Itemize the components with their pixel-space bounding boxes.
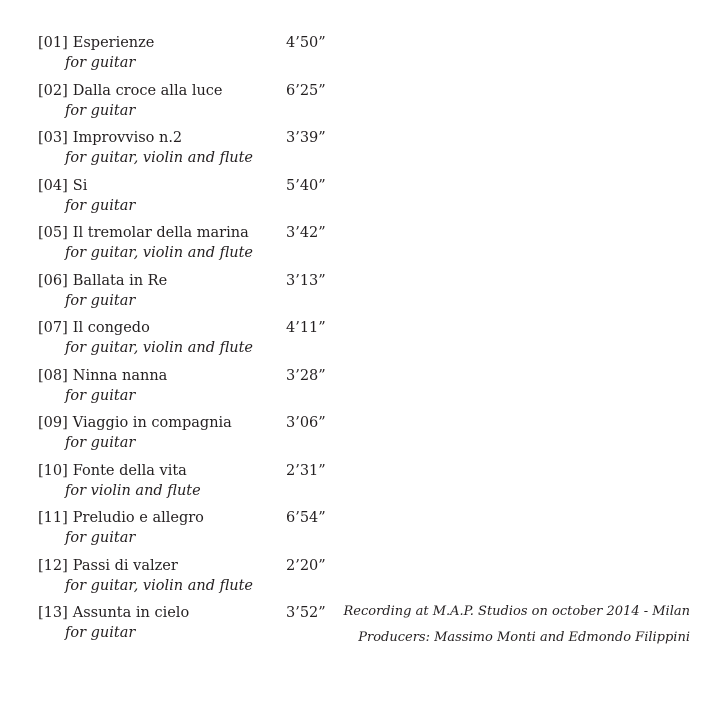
track-number: [04]	[38, 177, 68, 194]
track-duration: 6’54”	[286, 510, 326, 526]
track-duration: 2’20”	[286, 557, 326, 574]
track-item	[38, 508, 338, 556]
track-title: Dalla croce alla luce	[72, 82, 223, 99]
track-title: Si	[72, 177, 88, 194]
track-duration: 4’50”	[286, 35, 326, 51]
track-title: Passi di valzer	[72, 557, 178, 574]
track-instrumentation: for violin and flute	[65, 482, 201, 499]
track-duration: 3’13”	[286, 272, 326, 289]
track-instrumentation: for guitar	[65, 102, 136, 119]
producers-credit: Producers: Massimo Monti and Edmondo Filippini	[358, 630, 690, 645]
track-title: Improvviso n.2	[72, 130, 183, 146]
track-number: [07]	[38, 320, 68, 336]
track-instrumentation: for guitar	[65, 55, 136, 71]
track-number: [02]	[38, 82, 68, 99]
track-instrumentation: for guitar	[65, 197, 136, 214]
credits	[343, 599, 690, 651]
recording-credit: Recording at M.A.P. Studios on october 2014 - Milan	[343, 604, 690, 619]
track-title: Ninna nanna	[72, 367, 168, 384]
track-instrumentation: for guitar	[65, 292, 136, 309]
track-number: [11]	[38, 510, 68, 526]
track-instrumentation: for guitar, violin and flute	[65, 150, 253, 166]
track-instrumentation: for guitar	[65, 530, 136, 546]
track-item	[38, 271, 338, 319]
track-instrumentation: for guitar, violin and flute	[65, 245, 253, 261]
track-title: Il tremolar della marina	[72, 225, 249, 241]
track-item	[38, 318, 338, 366]
track-title: Viaggio in compagnia	[72, 415, 232, 431]
track-title: Assunta in cielo	[72, 605, 190, 621]
track-item	[38, 176, 338, 224]
track-instrumentation: for guitar	[65, 435, 136, 451]
track-number: [08]	[38, 367, 68, 384]
track-item	[38, 33, 338, 81]
track-instrumentation: for guitar, violin and flute	[65, 340, 253, 356]
track-instrumentation: for guitar	[65, 625, 136, 641]
track-item	[38, 556, 338, 604]
track-item	[38, 223, 338, 271]
track-title: Preludio e allegro	[72, 510, 204, 526]
track-number: [09]	[38, 415, 68, 431]
track-item	[38, 461, 338, 509]
track-number: [01]	[38, 35, 68, 51]
track-duration: 4’11”	[286, 320, 326, 336]
track-number: [03]	[38, 130, 68, 146]
track-number: [06]	[38, 272, 68, 289]
track-number: [13]	[38, 605, 68, 621]
track-number: [05]	[38, 225, 68, 241]
track-instrumentation: for guitar, violin and flute	[65, 577, 253, 594]
track-item	[38, 128, 338, 176]
track-title: Esperienze	[72, 35, 155, 51]
tracklist	[38, 33, 338, 651]
track-duration: 2’31”	[286, 462, 326, 479]
track-duration: 6’25”	[286, 82, 326, 99]
track-title: Il congedo	[72, 320, 150, 336]
track-item	[38, 366, 338, 414]
track-title: Ballata in Re	[72, 272, 168, 289]
track-item	[38, 603, 338, 651]
track-number: [12]	[38, 557, 68, 574]
track-duration: 5’40”	[286, 177, 326, 194]
track-item	[38, 81, 338, 129]
track-duration: 3’42”	[286, 225, 326, 241]
track-number: [10]	[38, 462, 68, 479]
track-instrumentation: for guitar	[65, 387, 136, 404]
track-duration: 3’39”	[286, 130, 326, 146]
track-duration: 3’06”	[286, 415, 326, 431]
track-item	[38, 413, 338, 461]
track-duration: 3’52”	[286, 605, 326, 621]
track-title: Fonte della vita	[72, 462, 187, 479]
track-duration: 3’28”	[286, 367, 326, 384]
